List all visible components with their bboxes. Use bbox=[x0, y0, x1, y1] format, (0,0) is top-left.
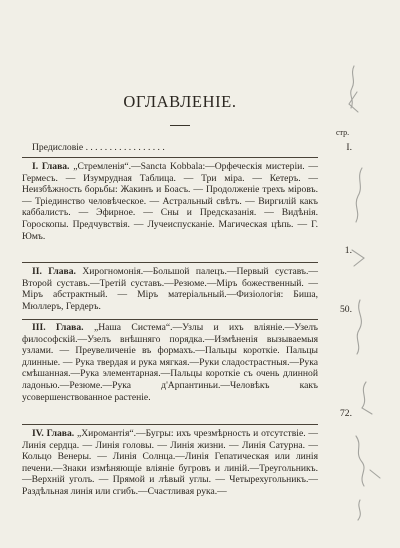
page-column-header: стр. bbox=[336, 128, 350, 137]
chapter-contents: „Хиромантія“.—Бугры: ихъ чрезмѣрность и отсутствіе. — Линія сердца. — Линія головы. — Линія жизни. — Линія Сатурна. — Кольцо Венеры. — Линія Солнца.—Линія Гепатическая или линія печени.—Знаки измѣняющіе вліяніе бугровъ и линій.—Треугольникъ.—Верхній уголъ. — Прямой и лѣвый углы. — Четырехугольникъ.—Раздѣльная линія или сгибъ.—Счастливая рука.— bbox=[22, 428, 318, 497]
chapter-heading: III. Глава. bbox=[32, 322, 84, 333]
chapter-heading: II. Глава. bbox=[32, 266, 76, 277]
chapter-contents: „Стремленія“.—Sancta Kobbala:—Орфеческія мистеріи. — Гермесъ. — Изумрудная Таблица. — Три міра. — Кетеръ. — Неизбѣжность борьбы: Жакинъ и Боасъ. — Продолженіе трехъ міровъ. — Тріединство человѣческое. — Астральный свѣтъ. — Виргилій какъ каббалистъ. — Эфирное. — Сны и Предсказанія. — Видѣнія. Гороскопы. Предчувствія. — Лучеиспусканіе. Магическая цѣпь. — Г. Юмъ. bbox=[22, 161, 319, 242]
chapter-heading: IV. Глава. bbox=[32, 428, 75, 439]
preface-page: I. bbox=[346, 142, 352, 153]
chapter-contents: „Наша Система“.—Узлы и ихъ вліяніе.—Узелъ философскій.—Узелъ внѣшняго порядка.—Измѣненія вызываемыя узлами. — Преувеличеніе въ формахъ.—Пальцы короткіе. Пальцы длинные. — Рука твердая и рука мягкая.—Руки сладострастныя.—Рука смѣшанная.—Рука элементарная.—Пальцы короткіе съ очень длинной ладонью.—Резюме.—Рука д'Арпантиньи.—Человѣкъ какъ усовершенствованное растеніе. bbox=[22, 322, 319, 403]
chapter-heading: I. Глава. bbox=[32, 161, 70, 172]
page-title: ОГЛАВЛЕНІЕ. bbox=[123, 92, 237, 111]
chapter-contents: Хирогномонія.—Большой палецъ.—Первый суставъ.—Второй суставъ.—Третій суставъ.—Резюме.—Міръ божественный. — Міръ абстрактный. — Міръ матеріальный.—Физіологія: Биша, Мюллеръ, Гердеръ. bbox=[22, 266, 318, 312]
chapter-page: 1. bbox=[344, 245, 352, 256]
chapter-page: 50. bbox=[340, 304, 352, 315]
preface-dots: . . . . . . . . . . . . . . . . . bbox=[85, 142, 165, 153]
chapter-page: 72. bbox=[340, 408, 352, 419]
preface-label: Предисловіе bbox=[32, 142, 84, 153]
